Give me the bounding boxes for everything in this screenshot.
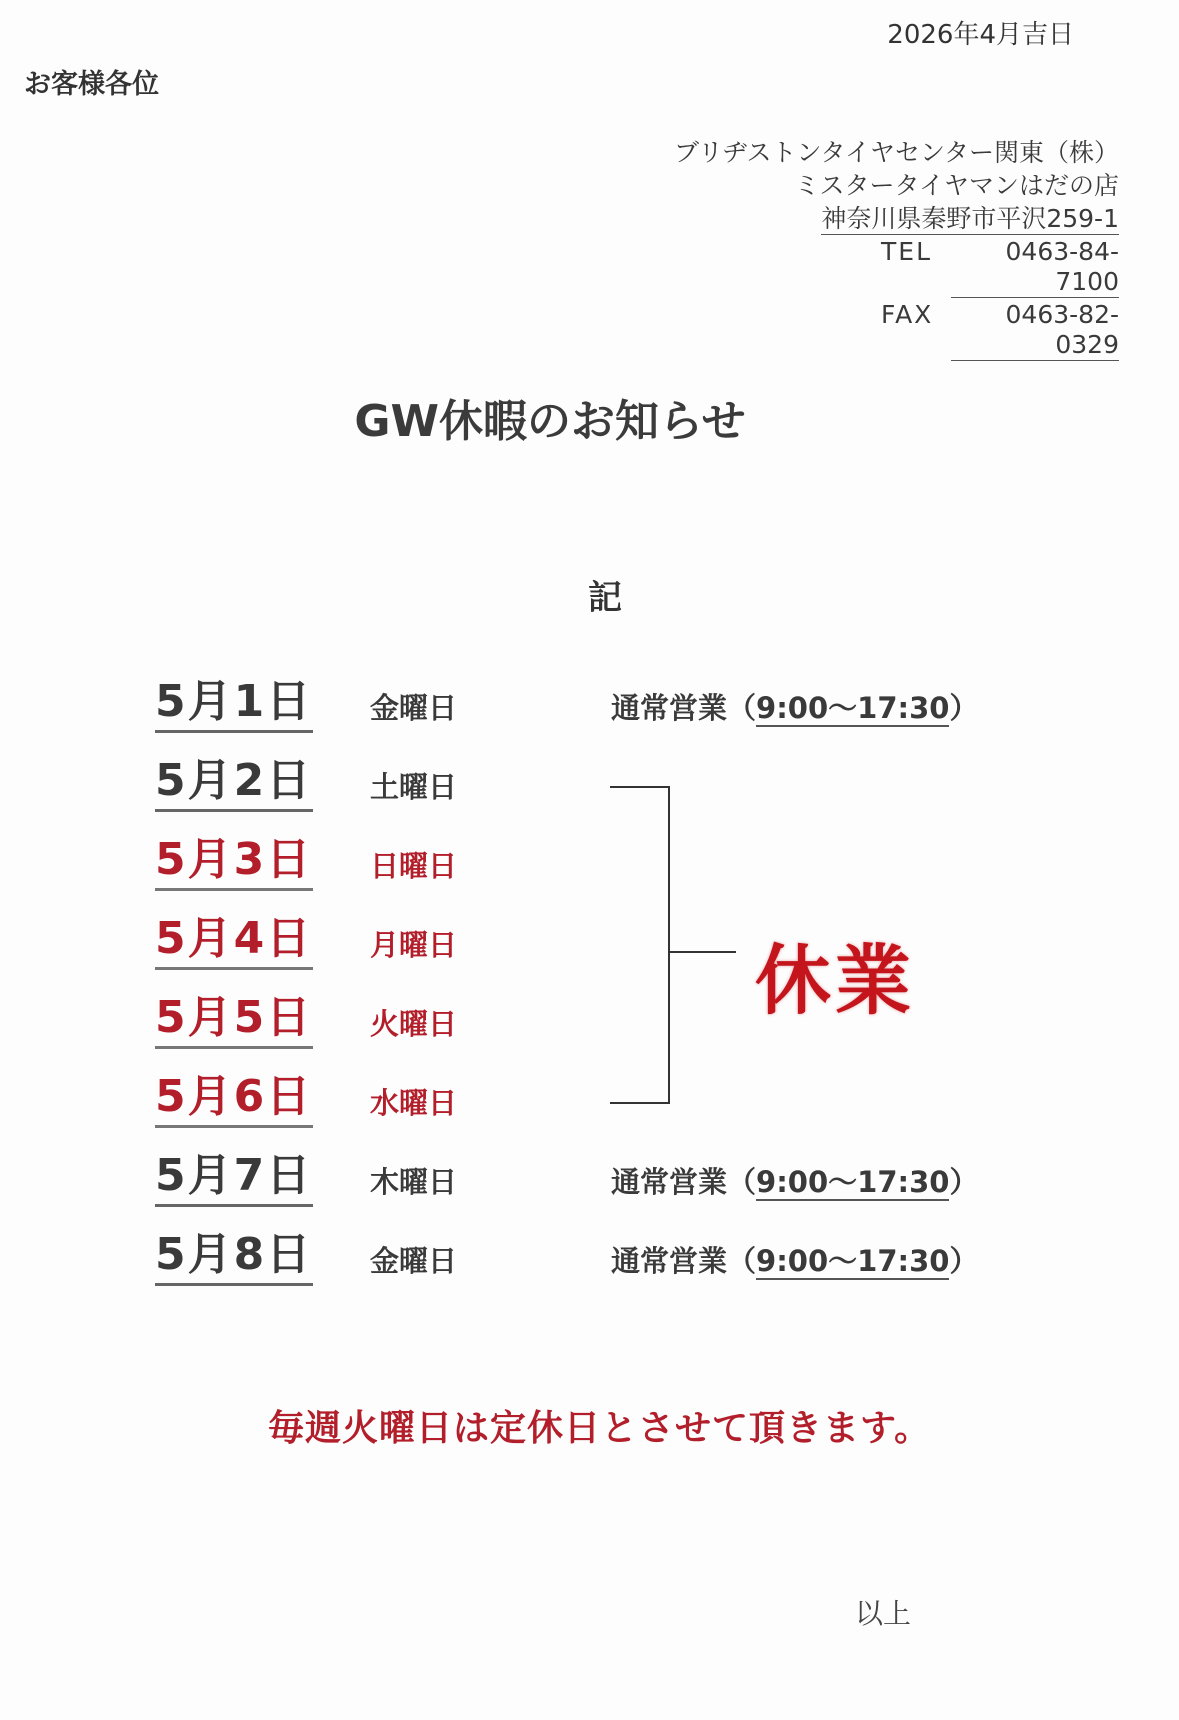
schedule-status: 通常営業（9:00～17:30） (611, 1165, 979, 1199)
business-hours: 9:00～17:30 (756, 691, 950, 725)
schedule-date: 5月7日 (155, 1148, 313, 1207)
addressee: お客様各位 (24, 69, 159, 100)
status-label: 通常営業 (611, 691, 728, 725)
schedule-row-2 (155, 753, 1055, 823)
fax-number: 0463-82-0329 (951, 300, 1119, 361)
schedule-row-4 (155, 911, 1055, 981)
schedule-weekday: 火曜日 (370, 1007, 458, 1041)
schedule-weekday: 木曜日 (370, 1165, 458, 1199)
closed-label: 休業 (755, 936, 915, 1025)
schedule-weekday: 金曜日 (370, 691, 458, 725)
sender-tel-row (659, 235, 1119, 298)
schedule-weekday: 日曜日 (370, 849, 458, 883)
document-date: 2026年4月吉日 (887, 20, 1074, 50)
page-title: GW休暇のお知らせ (354, 396, 746, 447)
schedule-status: 通常営業（9:00～17:30） (611, 691, 979, 725)
schedule-row-1 (155, 674, 1055, 744)
status-label: 通常営業 (611, 1165, 728, 1199)
ki-heading: 記 (588, 578, 622, 618)
schedule-weekday: 水曜日 (370, 1086, 458, 1120)
fax-label: FAX (881, 300, 934, 329)
schedule-weekday: 土曜日 (370, 770, 458, 804)
closed-days-bracket (610, 786, 670, 1104)
sender-address: 神奈川県秦野市平沢259-1 (821, 204, 1119, 233)
schedule-date: 5月6日 (155, 1069, 313, 1128)
schedule-date: 5月5日 (155, 990, 313, 1049)
schedule-date: 5月1日 (155, 674, 313, 733)
tel-label: TEL (881, 237, 932, 266)
schedule-weekday: 月曜日 (370, 928, 458, 962)
sender-block (659, 136, 1119, 361)
sender-store: ミスタータイヤマンはだの店 (794, 171, 1119, 200)
schedule-row-6 (155, 1069, 1055, 1139)
schedule-row-7 (155, 1148, 1055, 1218)
bracket-pointer (670, 951, 736, 953)
sender-fax-row (659, 298, 1119, 361)
schedule-date: 5月3日 (155, 832, 313, 891)
schedule-date: 5月2日 (155, 753, 313, 812)
schedule-date: 5月8日 (155, 1227, 313, 1286)
schedule-date: 5月4日 (155, 911, 313, 970)
schedule-row-3 (155, 832, 1055, 902)
schedule-weekday: 金曜日 (370, 1244, 458, 1278)
status-label: 通常営業 (611, 1244, 728, 1278)
schedule-row-8 (155, 1227, 1055, 1297)
weekly-holiday-notice: 毎週火曜日は定休日とさせて頂きます。 (268, 1408, 932, 1449)
tel-number: 0463-84-7100 (951, 237, 1119, 298)
closing-mark: 以上 (855, 1597, 912, 1630)
business-hours: 9:00～17:30 (756, 1244, 950, 1278)
schedule-row-5 (155, 990, 1055, 1060)
sender-company: ブリヂストンタイヤセンター関東（株） (673, 138, 1119, 167)
schedule-status: 通常営業（9:00～17:30） (611, 1244, 979, 1278)
business-hours: 9:00～17:30 (756, 1165, 950, 1199)
